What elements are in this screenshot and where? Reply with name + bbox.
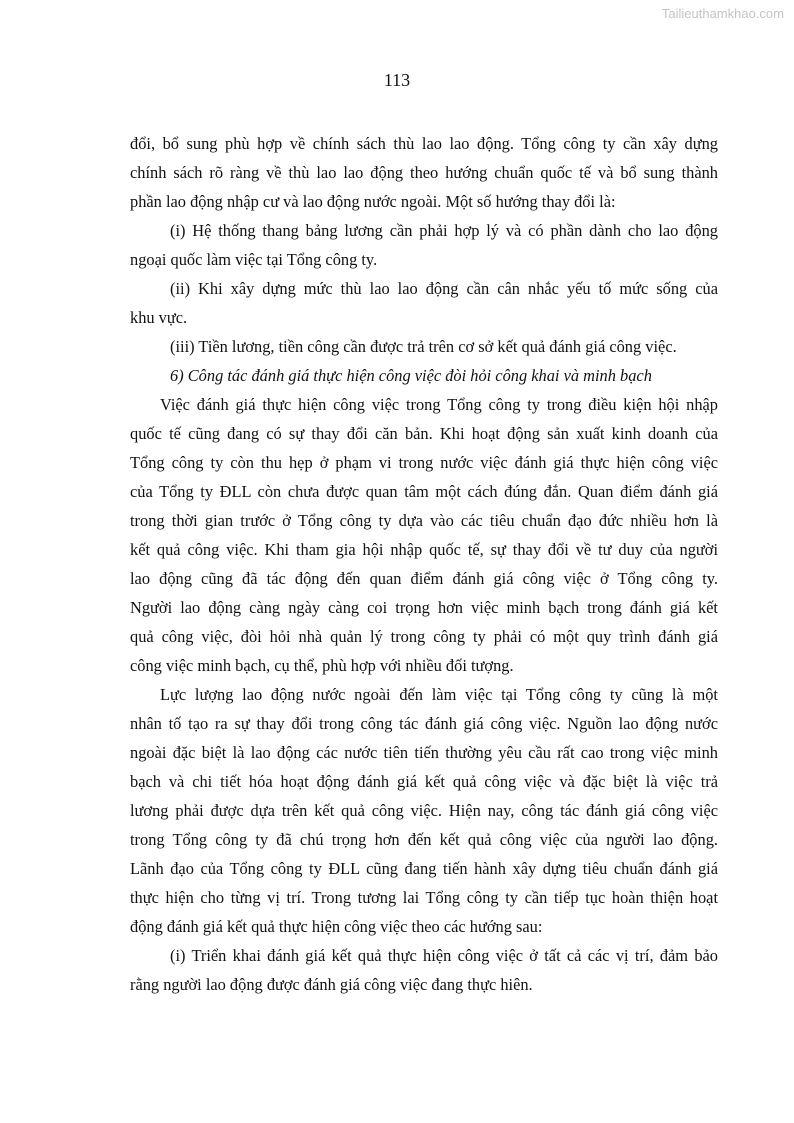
list-item: (ii) Khi xây dựng mức thù lao lao động cần cân nhắc yếu tố mức sống của: [170, 279, 718, 298]
text-line: Tổng công ty còn thu hẹp ở phạm vi trong nước việc đánh giá thực hiện công việc: [130, 453, 718, 472]
text-line: lao động cũng đã tác động đến quan điểm đánh giá công việc ở Tổng công ty.: [130, 569, 718, 588]
text-line: Người lao động càng ngày càng coi trọng hơn việc minh bạch trong đánh giá kết: [130, 598, 718, 617]
text-line: công việc minh bạch, cụ thể, phù hợp với nhiều đối tượng.: [130, 656, 514, 675]
text-line: Lực lượng lao động nước ngoài đến làm việc tại Tổng công ty cũng là một: [160, 685, 718, 704]
text-line: thực hiện cho từng vị trí. Trong tương lai Tổng công ty cần tiếp tục hoàn thiện hoạt: [130, 888, 718, 907]
list-item: (iii) Tiền lương, tiền công cần được trả trên cơ sở kết quả đánh giá công việc.: [170, 337, 677, 356]
text-line: lương phải được dựa trên kết quả công việc. Hiện nay, công tác đánh giá công việc: [130, 801, 718, 820]
text-line: phần lao động nhập cư và lao động nước ngoài. Một số hướng thay đổi là:: [130, 192, 616, 211]
text-line: rằng người lao động được đánh giá công việc đang thực hiên.: [130, 975, 533, 994]
text-line: bạch và chi tiết hóa hoạt động đánh giá kết quả công việc và đặc biệt là việc trả: [130, 772, 718, 791]
watermark: Tailieuthamkhao.com: [661, 6, 784, 21]
text-line: động đánh giá kết quả thực hiện công việc theo các hướng sau:: [130, 917, 543, 936]
text-line: quả công việc, đòi hỏi nhà quản lý trong công ty phải có một quy trình đánh giá: [130, 627, 718, 646]
text-line: trong Tổng công ty đã chú trọng hơn đến kết quả công việc của người lao động.: [130, 830, 718, 849]
list-item: (i) Triển khai đánh giá kết quả thực hiện công việc ở tất cả các vị trí, đảm bảo: [170, 946, 718, 965]
text-line: Việc đánh giá thực hiện công việc trong Tổng công ty trong điều kiện hội nhập: [160, 395, 718, 414]
text-line: nhân tố tạo ra sự thay đổi trong công tác đánh giá công việc. Nguồn lao động nước: [130, 714, 718, 733]
text-line: đổi, bổ sung phù hợp về chính sách thù lao lao động. Tổng công ty cần xây dựng: [130, 134, 718, 153]
text-line: quốc tế cũng đang có sự thay đổi căn bản. Khi hoạt động sản xuất kinh doanh của: [130, 424, 718, 443]
section-heading: 6) Công tác đánh giá thực hiện công việc đòi hỏi công khai và minh bạch: [170, 366, 652, 385]
text-line: ngoài đặc biệt là lao động các nước tiên tiến thường yêu cầu rất cao trong việc minh: [130, 743, 718, 762]
text-line: kết quả công việc. Khi tham gia hội nhập quốc tế, sự thay đổi về tư duy của người: [130, 540, 718, 559]
page-number: 113: [383, 70, 411, 90]
text-line: Lãnh đạo của Tổng công ty ĐLL cũng đang tiến hành xây dựng tiêu chuẩn đánh giá: [130, 859, 718, 878]
list-item: (i) Hệ thống thang bảng lương cần phải hợp lý và có phần dành cho lao động: [170, 221, 718, 240]
text-line: trong thời gian trước ở Tổng công ty dựa vào các tiêu chuẩn đạo đức nhiều hơn là: [130, 511, 718, 530]
text-line: của Tổng ty ĐLL còn chưa được quan tâm một cách đúng đắn. Quan điểm đánh giá: [130, 482, 718, 501]
text-line: chính sách rõ ràng về thù lao lao động theo hướng chuẩn quốc tế và bổ sung thành: [130, 163, 718, 182]
text-line: ngoại quốc làm việc tại Tổng công ty.: [130, 250, 378, 269]
text-line: khu vực.: [130, 308, 188, 327]
